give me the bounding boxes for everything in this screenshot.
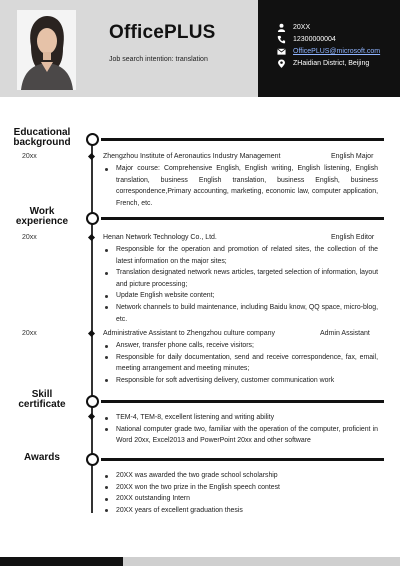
age-text: 20XX <box>293 24 311 31</box>
phone-icon <box>277 35 286 44</box>
timeline-node <box>86 453 99 466</box>
entry-description <box>103 244 378 325</box>
list-item: Update English website content; <box>103 290 378 302</box>
timeline-marker <box>88 153 95 160</box>
entry-organization: Administrative Assistant to Zhengzhou culture company <box>103 330 275 337</box>
list-item: National computer grade two, familiar with the operation of the computer, proficient in Word 20xx, Excel2013 and PowerPoint 20xx and other software <box>103 424 378 447</box>
footer-bar-grey <box>123 557 400 566</box>
contact-email <box>277 47 380 56</box>
entry-date: 20xx <box>22 330 37 337</box>
timeline-marker <box>88 413 95 420</box>
section-divider <box>101 400 384 403</box>
person-icon <box>277 23 286 32</box>
skill-list <box>103 412 378 447</box>
list-item: 20XX years of excellent graduation thesis <box>103 505 378 517</box>
profile-photo <box>17 10 76 90</box>
entry-description <box>103 340 378 386</box>
list-item: Answer, transfer phone calls, receive visitors; <box>103 340 378 352</box>
list-item: 20XX won the two prize in the English speech contest <box>103 482 378 494</box>
timeline-marker <box>88 330 95 337</box>
section-divider <box>101 458 384 461</box>
list-item: 20XX was awarded the two grade school scholarship <box>103 470 378 482</box>
email-link[interactable]: OfficePLUS@microsoft.com <box>293 48 381 55</box>
timeline-node <box>86 212 99 225</box>
timeline-node <box>86 395 99 408</box>
list-item: TEM-4, TEM-8, excellent listening and writing ability <box>103 412 378 424</box>
section-title-work: Work experience <box>15 206 69 227</box>
address-text: ZHaidian District, Beijing <box>293 60 370 67</box>
awards-list <box>103 470 378 516</box>
list-item: Responsible for daily documentation, send and receive correspondence, fax, email, meeting arrangement and meeting minutes; <box>103 352 378 375</box>
footer-bar-dark <box>0 557 123 566</box>
contact-age <box>277 23 310 32</box>
job-intention: Job search intention: translation <box>109 56 208 63</box>
contact-phone <box>277 35 336 44</box>
section-title-skill: Skill certificate <box>18 389 66 410</box>
location-pin-icon <box>277 59 286 68</box>
entry-organization: Henan Network Technology Co., Ltd. <box>103 234 217 241</box>
section-title-awards: Awards <box>24 452 60 463</box>
entry-description <box>103 163 378 209</box>
entry-role: English Major <box>331 153 374 160</box>
section-title-education: Educational background <box>13 127 71 148</box>
entry-role: Admin Assistant <box>320 330 370 337</box>
mail-icon <box>277 47 286 56</box>
list-item: Translation designated network news articles, targeted selection of information, layout and picture processing; <box>103 267 378 290</box>
contact-address <box>277 59 369 68</box>
resume-header <box>0 0 400 97</box>
list-item: Major course: Comprehensive English, English writing, English listening, English translation, business English translation, business English, business correspondence,Primary accounting, marketing, economic law, computer application, French, etc. <box>103 163 378 209</box>
timeline-node <box>86 133 99 146</box>
entry-date: 20xx <box>22 234 37 241</box>
list-item: Responsible for soft advertising delivery, customer communication work <box>103 375 378 387</box>
phone-text: 12300000004 <box>293 36 336 43</box>
candidate-name: OfficePLUS <box>109 22 216 43</box>
section-divider <box>101 217 384 220</box>
entry-date: 20xx <box>22 153 37 160</box>
list-item: 20XX outstanding Intern <box>103 493 378 505</box>
list-item: Network channels to build maintenance, including Baidu know, QQ space, micro-blog, etc. <box>103 302 378 325</box>
list-item: Responsible for the operation and promotion of related sites, the collection of the latest information on the major sites; <box>103 244 378 267</box>
section-divider <box>101 138 384 141</box>
entry-organization: Zhengzhou Institute of Aeronautics Industry Management <box>103 153 281 160</box>
entry-role: English Editor <box>331 234 375 241</box>
timeline-marker <box>88 234 95 241</box>
portrait-image <box>17 10 76 90</box>
